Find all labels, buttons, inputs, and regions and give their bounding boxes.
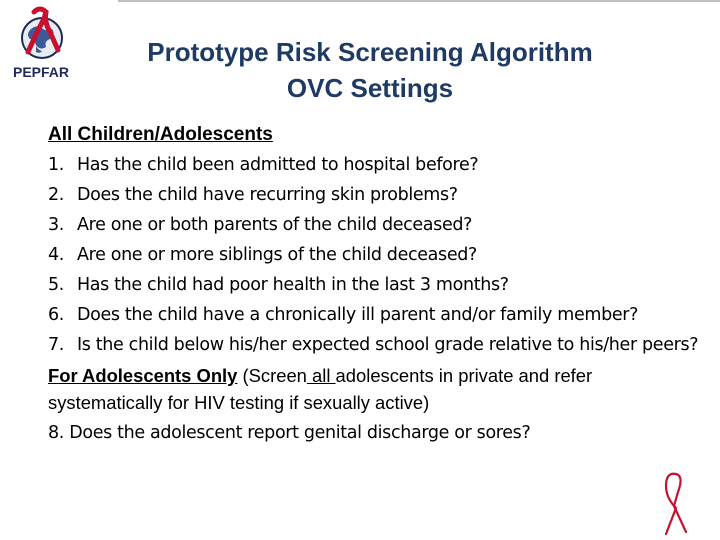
- question-item: 1. Has the child been admitted to hospital before?: [48, 155, 479, 175]
- pepfar-logo: [6, 6, 76, 92]
- question-item: 6. Does the child have a chronically ill parent and/or family member?: [48, 305, 639, 325]
- logo-text: PEPFAR: [12, 64, 69, 80]
- header-rule: [118, 0, 720, 2]
- adolescent-note: For Adolescents Only (Screen all adolescents in private and refer systematically for HIV testing if sexually active): [48, 365, 593, 413]
- globe-ribbon-icon: [6, 6, 76, 66]
- content-body: [48, 120, 710, 448]
- question-item: 4. Are one or more siblings of the child deceased?: [48, 245, 477, 265]
- question-item: 7. Is the child below his/her expected school grade relative to his/her peers?: [48, 335, 699, 355]
- section-heading-all: All Children/Adolescents: [48, 124, 273, 145]
- red-ribbon-icon: [652, 470, 694, 540]
- question-item: 5. Has the child had poor health in the last 3 months?: [48, 275, 509, 295]
- question-item: 2. Does the child have recurring skin problems?: [48, 185, 458, 205]
- question-list: [48, 150, 710, 360]
- page-title: [100, 34, 640, 106]
- emphasis-all: all: [306, 365, 336, 386]
- title-line-1: Prototype Risk Screening Algorithm: [147, 37, 593, 67]
- question-item-8: 8. Does the adolescent report genital discharge or sores?: [48, 423, 531, 443]
- title-line-2: OVC Settings: [286, 73, 454, 103]
- section-heading-adolescents: For Adolescents Only: [48, 365, 238, 386]
- question-item: 3. Are one or both parents of the child deceased?: [48, 215, 473, 235]
